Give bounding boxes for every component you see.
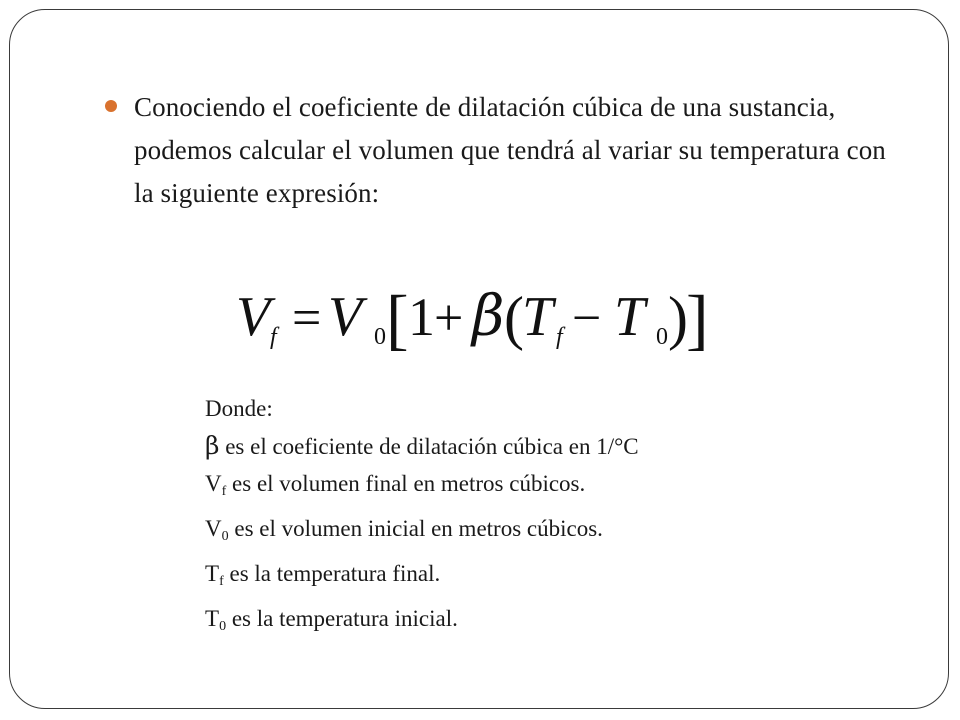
formula-t-initial: T <box>614 286 646 348</box>
formula-open-bracket: [ <box>386 281 409 357</box>
formula-v-initial: V <box>328 286 363 348</box>
formula-minus: − <box>572 290 602 347</box>
formula-equals: = <box>292 290 322 347</box>
v0-subscript: 0 <box>221 529 229 544</box>
definitions-block <box>205 390 845 645</box>
definition-tf <box>205 555 845 600</box>
formula-one: 1 <box>408 287 435 347</box>
definition-v0 <box>205 510 845 555</box>
volume-expansion-formula <box>236 262 716 362</box>
formula-t-final: T <box>522 286 554 348</box>
t0-symbol: T <box>205 606 220 631</box>
formula-svg <box>236 262 716 362</box>
formula-v-final: V <box>236 286 271 348</box>
formula-close-paren: ) <box>668 285 688 351</box>
formula-open-paren: ( <box>504 285 524 351</box>
bullet-dot-icon <box>105 100 117 112</box>
v0-symbol: V <box>205 516 222 541</box>
formula-sub-0-1: 0 <box>374 324 386 350</box>
definitions-heading: Donde: <box>205 396 273 421</box>
definition-beta <box>205 427 845 465</box>
formula-sub-f-2: f <box>556 324 563 350</box>
definition-vf-text: es el volumen final en metros cúbicos. <box>226 471 586 496</box>
definition-vf <box>205 465 845 510</box>
definition-v0-text: es el volumen inicial en metros cúbicos. <box>228 516 603 541</box>
beta-symbol: β <box>205 431 220 460</box>
vf-subscript: f <box>221 484 227 499</box>
definition-t0 <box>205 600 845 645</box>
definition-beta-text: es el coeficiente de dilatación cúbica en 1/°C <box>219 434 639 459</box>
definition-t0-text: es la temperatura inicial. <box>226 606 458 631</box>
formula-sub-0-2: 0 <box>656 324 668 350</box>
tf-subscript: f <box>219 574 224 589</box>
definition-tf-text: es la temperatura final. <box>223 561 441 586</box>
formula-sub-f-1: f <box>270 324 277 350</box>
bullet-text: Conociendo el coeficiente de dilatación cúbica de una sustancia, podemos calcular el volumen que tendrá al variar su temperatura con la siguiente expresión: <box>134 92 886 208</box>
t0-subscript: 0 <box>219 619 227 634</box>
vf-symbol: V <box>205 471 222 496</box>
formula-close-bracket: ] <box>686 281 709 357</box>
bullet-paragraph <box>105 86 895 215</box>
tf-symbol: T <box>205 561 220 586</box>
formula-plus: + <box>434 290 464 347</box>
formula-beta: β <box>472 284 505 349</box>
